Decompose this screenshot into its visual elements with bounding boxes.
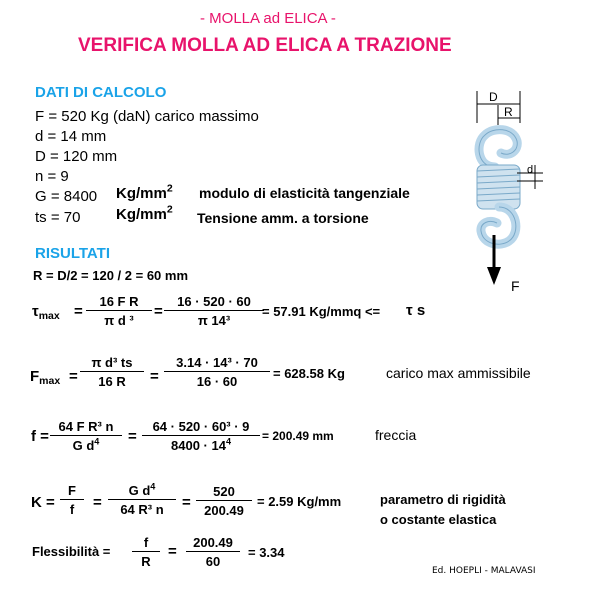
deflection-description: freccia [375, 427, 417, 443]
stiffness-equals-2: = [182, 494, 191, 511]
stiffness-equals: = [93, 494, 102, 511]
page-subtitle: - MOLLA ad ELICA - [200, 10, 336, 27]
spring-diagram [455, 85, 560, 295]
shear-modulus-unit: $Kg/mm^2$ [116, 182, 173, 202]
radius-result: R = D/2 = 120 / 2 = 60 mm [33, 268, 189, 283]
tau-max-symbol: $\tau_{max}$ [32, 303, 60, 323]
flexibility-formula-fraction: f R [132, 535, 160, 569]
fmax-result: = 628.58 Kg [273, 366, 345, 381]
input-force: F = 520 Kg (daN) carico massimo [35, 108, 259, 125]
input-coils: n = 9 [35, 168, 69, 185]
input-allowable-stress: ts = 70 [35, 209, 81, 226]
fmax-equals: = [69, 368, 78, 385]
input-coil-diameter: D = 120 mm [35, 148, 118, 165]
section-heading-dati: DATI DI CALCOLO [35, 84, 167, 101]
flexibility-result: = 3.34 [248, 545, 285, 560]
input-wire-diameter: d = 14 mm [35, 128, 107, 145]
stiffness-result: = 2.59 Kg/mm [257, 494, 342, 509]
stiffness-description-2: o costante elastica [380, 512, 497, 527]
tau-values-fraction: 16 · 520 · 60 π 14³ [164, 294, 264, 328]
fmax-values-fraction: 3.14 · 14³ · 70 16 · 60 [164, 355, 270, 389]
flexibility-equals: = [168, 543, 177, 560]
deflection-equals: = [128, 428, 137, 445]
allowable-stress-unit: $Kg/mm^2$ [116, 203, 173, 223]
force-label: F [511, 278, 520, 294]
fmax-equals-2: = [150, 368, 159, 385]
shear-modulus-description: modulo di elasticità tangenziale [199, 185, 410, 201]
stiffness-symbol: K = [31, 494, 55, 511]
dimension-label-d: d [527, 164, 534, 176]
fmax-formula-fraction: π d³ ts 16 R [80, 355, 144, 389]
allowable-stress-description: Tensione amm. a torsione [197, 210, 369, 226]
deflection-values-fraction: 64 · 520 · 60³ · 9 $8400 \cdot 14^4$ [142, 419, 260, 453]
deflection-result: = 200.49 mm [262, 429, 334, 443]
dimension-label-R: R [504, 105, 513, 119]
tau-equals: = [74, 303, 83, 320]
tau-equals-2: = [154, 303, 163, 320]
stiffness-description-1: parametro di rigidità [380, 492, 506, 507]
deflection-symbol: f = [31, 428, 49, 445]
publisher-credit: Ed. HOEPLI - MALAVASI [432, 566, 536, 576]
flexibility-values-fraction: 200.49 60 [186, 535, 240, 569]
stiffness-values-fraction: 520 200.49 [196, 484, 252, 518]
fmax-description: carico max ammissibile [386, 365, 531, 381]
page-title: VERIFICA MOLLA AD ELICA A TRAZIONE [78, 35, 452, 56]
stiffness-formula-fraction: F f [60, 483, 84, 517]
section-heading-risultati: RISULTATI [35, 245, 110, 262]
tau-formula-fraction: 16 F R π d ³ [86, 294, 152, 328]
tau-allowable-symbol: τ s [406, 302, 426, 319]
deflection-formula-fraction: 64 F R³ n G $d^4$ [50, 419, 122, 453]
spring-coils [477, 165, 520, 209]
force-arrow-head [487, 267, 501, 285]
input-shear-modulus: G = 8400 [35, 188, 98, 205]
tau-result: = 57.91 Kg/mmq <= [262, 304, 381, 319]
flexibility-symbol: Flessibilità = [32, 544, 111, 559]
fmax-symbol: $F_{max}$ [30, 368, 61, 388]
dimension-label-D: D [489, 90, 498, 104]
stiffness-expanded-fraction: G $d^4$ 64 R³ n [108, 483, 176, 517]
